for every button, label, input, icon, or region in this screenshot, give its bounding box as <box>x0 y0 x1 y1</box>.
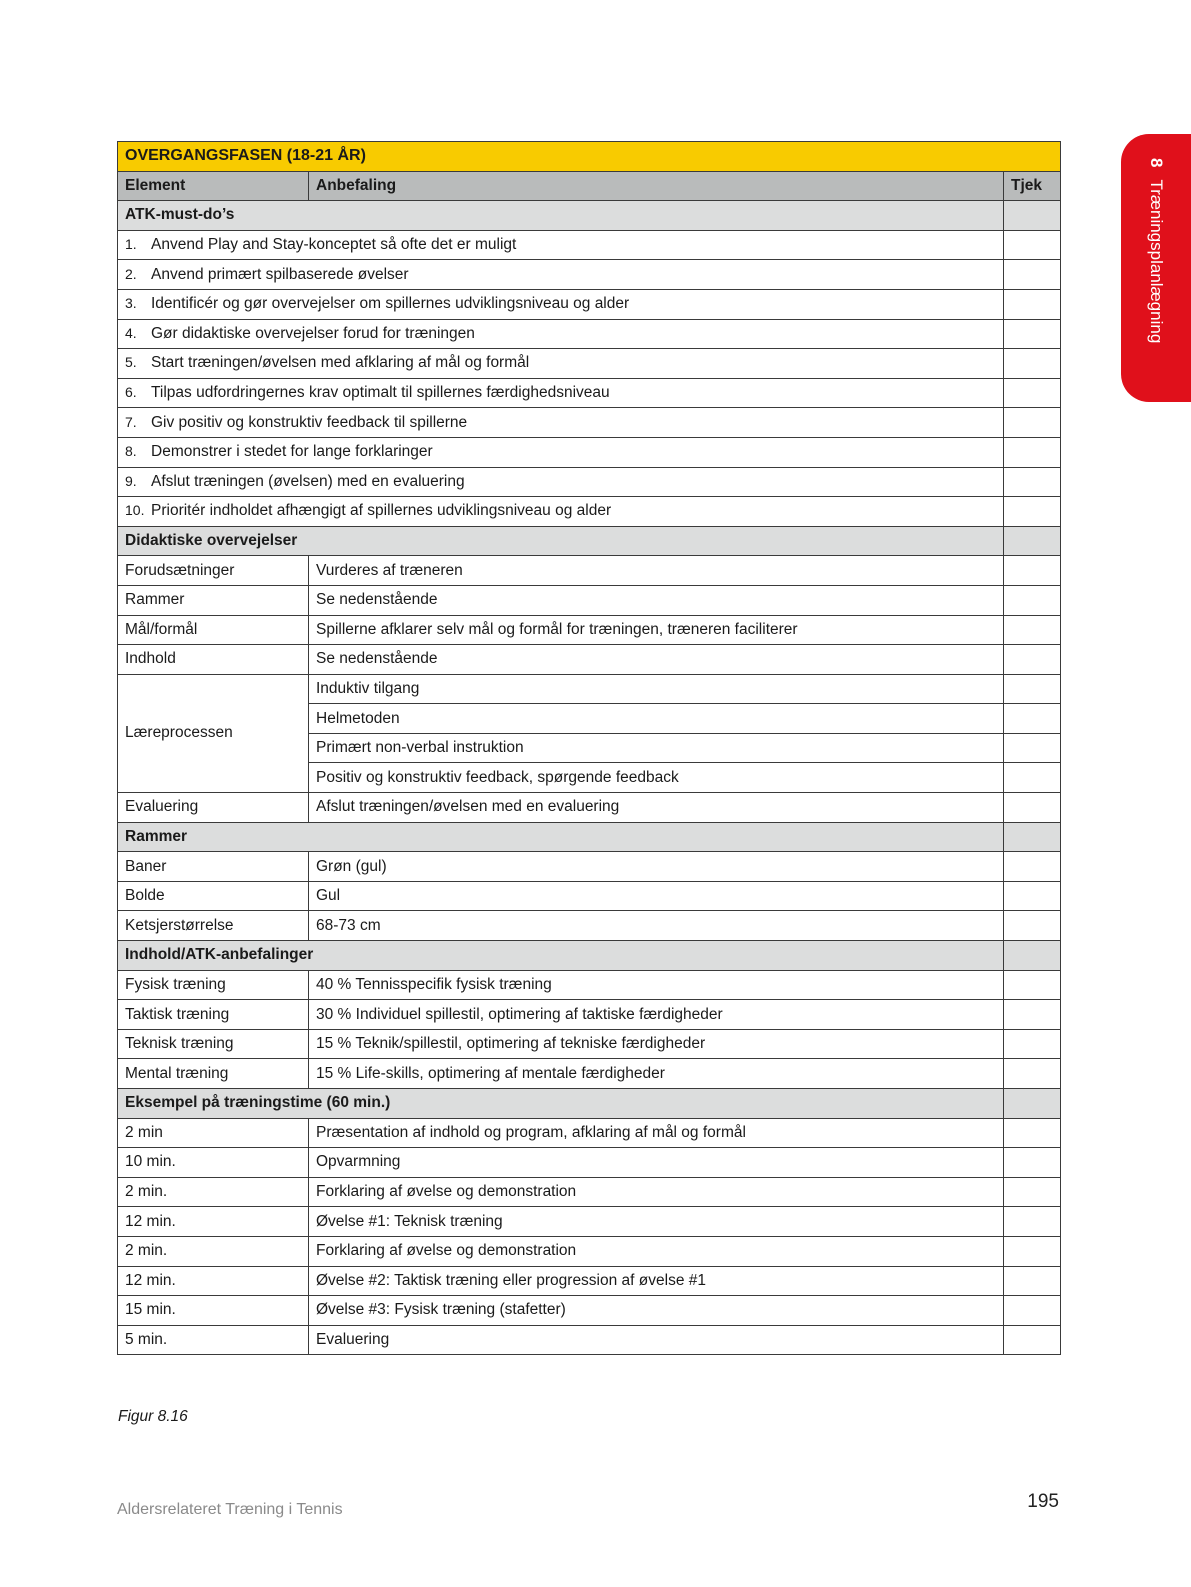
book-title: Aldersrelateret Træning i Tennis <box>117 1501 343 1518</box>
frames-rows <box>118 852 1061 941</box>
check-cell[interactable] <box>1004 260 1061 290</box>
check-cell[interactable] <box>1004 230 1061 260</box>
row-value: 15 % Life-skills, optimering af mentale færdigheder <box>309 1059 1004 1089</box>
section-header-didactic <box>118 526 1061 556</box>
item-number: 10. <box>125 502 145 519</box>
check-cell[interactable] <box>1004 645 1061 675</box>
list-item <box>118 437 1061 467</box>
must-do-item <box>118 230 1004 260</box>
row-element: 2 min. <box>118 1236 309 1266</box>
section-header-content <box>118 941 1061 971</box>
list-item <box>118 497 1061 527</box>
row-element: Ketsjerstørrelse <box>118 911 309 941</box>
check-cell[interactable] <box>1004 1118 1061 1148</box>
example-rows <box>118 1118 1061 1355</box>
didactic-rows <box>118 556 1061 674</box>
row-value: Vurderes af træneren <box>309 556 1004 586</box>
must-do-item <box>118 437 1004 467</box>
table-row <box>118 1266 1061 1296</box>
row-element: 12 min. <box>118 1266 309 1296</box>
must-do-item <box>118 467 1004 497</box>
learning-process <box>118 674 1061 852</box>
content-rows <box>118 970 1061 1088</box>
check-cell[interactable] <box>1004 852 1061 882</box>
item-number: 7. <box>125 413 137 430</box>
table-row <box>118 1207 1061 1237</box>
row-value: Opvarmning <box>309 1148 1004 1178</box>
check-cell[interactable] <box>1004 704 1061 734</box>
item-number: 9. <box>125 472 137 489</box>
row-element: Forudsætninger <box>118 556 309 586</box>
title-row <box>118 142 1061 172</box>
row-value: Evaluering <box>309 1325 1004 1355</box>
table-row <box>118 793 1061 823</box>
section-header-must-dos <box>118 201 1061 231</box>
row-element: Baner <box>118 852 309 882</box>
check-cell[interactable] <box>1004 615 1061 645</box>
check-cell[interactable] <box>1004 1236 1061 1266</box>
example-section <box>118 1089 1061 1119</box>
section-title: Rammer <box>118 822 1004 852</box>
row-value: 40 % Tennisspecifik fysisk træning <box>309 970 1004 1000</box>
must-dos-list <box>118 230 1061 526</box>
learning-value: Helmetoden <box>309 704 1004 734</box>
item-number: 3. <box>125 295 137 312</box>
list-item <box>118 467 1061 497</box>
section-header-frames <box>118 822 1061 852</box>
row-value: Øvelse #2: Taktisk træning eller progression af øvelse #1 <box>309 1266 1004 1296</box>
table-title: OVERGANGSFASEN (18-21 ÅR) <box>118 142 1061 172</box>
row-element: 5 min. <box>118 1325 309 1355</box>
table-row <box>118 1148 1061 1178</box>
row-value: Se nedenstående <box>309 645 1004 675</box>
item-number: 6. <box>125 384 137 401</box>
check-cell[interactable] <box>1004 1207 1061 1237</box>
row-element: Mental træning <box>118 1059 309 1089</box>
header-row <box>118 171 1061 201</box>
row-value: 15 % Teknik/spillestil, optimering af tekniske færdigheder <box>309 1029 1004 1059</box>
chapter-tab <box>1121 134 1191 402</box>
check-cell <box>1004 526 1061 556</box>
row-element: Teknisk træning <box>118 1029 309 1059</box>
table-row <box>118 556 1061 586</box>
learning-value: Primært non-verbal instruktion <box>309 733 1004 763</box>
row-element: Evaluering <box>118 793 309 823</box>
list-item <box>118 408 1061 438</box>
row-value: Forklaring af øvelse og demonstration <box>309 1177 1004 1207</box>
check-cell[interactable] <box>1004 881 1061 911</box>
must-do-item <box>118 260 1004 290</box>
must-do-item <box>118 497 1004 527</box>
check-cell[interactable] <box>1004 1059 1061 1089</box>
check-cell[interactable] <box>1004 1266 1061 1296</box>
item-text: Giv positiv og konstruktiv feedback til spillerne <box>151 413 468 431</box>
row-value: 30 % Individuel spillestil, optimering af taktiske færdigheder <box>309 1000 1004 1030</box>
table-row <box>118 1236 1061 1266</box>
table-row <box>118 970 1061 1000</box>
row-value: Præsentation af indhold og program, afklaring af mål og formål <box>309 1118 1004 1148</box>
must-do-item <box>118 289 1004 319</box>
table-row <box>118 1325 1061 1355</box>
table-row <box>118 645 1061 675</box>
must-do-item <box>118 319 1004 349</box>
chapter-number: 8 <box>1147 158 1166 168</box>
item-text: Tilpas udfordringernes krav optimalt til spillernes færdighedsniveau <box>151 384 610 402</box>
check-cell[interactable] <box>1004 793 1061 823</box>
section-title: Indhold/ATK-anbefalinger <box>118 941 1004 971</box>
row-value: Spillerne afklarer selv mål og formål for træningen, træneren faciliterer <box>309 615 1004 645</box>
row-value: Øvelse #3: Fysisk træning (stafetter) <box>309 1296 1004 1326</box>
check-cell <box>1004 201 1061 231</box>
check-cell[interactable] <box>1004 970 1061 1000</box>
must-do-item <box>118 408 1004 438</box>
row-element: 10 min. <box>118 1148 309 1178</box>
list-item <box>118 378 1061 408</box>
didactic-section <box>118 526 1061 556</box>
header-recommendation: Anbefaling <box>309 171 1004 201</box>
check-cell[interactable] <box>1004 1325 1061 1355</box>
check-cell[interactable] <box>1004 319 1061 349</box>
row-element: 15 min. <box>118 1296 309 1326</box>
check-cell[interactable] <box>1004 467 1061 497</box>
table-row <box>118 1296 1061 1326</box>
item-number: 8. <box>125 443 137 460</box>
check-cell[interactable] <box>1004 1296 1061 1326</box>
row-value: Forklaring af øvelse og demonstration <box>309 1236 1004 1266</box>
check-cell[interactable] <box>1004 408 1061 438</box>
table-row <box>118 1029 1061 1059</box>
row-element: 12 min. <box>118 1207 309 1237</box>
check-cell <box>1004 941 1061 971</box>
list-item <box>118 230 1061 260</box>
learning-value: Positiv og konstruktiv feedback, spørgende feedback <box>309 763 1004 793</box>
list-item <box>118 349 1061 379</box>
learning-value: Induktiv tilgang <box>309 674 1004 704</box>
row-value: Grøn (gul) <box>309 852 1004 882</box>
table-row <box>118 1177 1061 1207</box>
training-plan-table <box>117 141 1061 1355</box>
check-cell[interactable] <box>1004 1177 1061 1207</box>
item-text: Identificér og gør overvejelser om spillernes udviklingsniveau og alder <box>151 295 630 313</box>
check-cell[interactable] <box>1004 674 1061 704</box>
row-value: Afslut træningen/øvelsen med en evaluering <box>309 793 1004 823</box>
list-item <box>118 319 1061 349</box>
must-do-item <box>118 378 1004 408</box>
check-cell[interactable] <box>1004 289 1061 319</box>
table-row <box>118 1059 1061 1089</box>
section-title: Didaktiske overvejelser <box>118 526 1004 556</box>
row-element: 2 min. <box>118 1177 309 1207</box>
figure-caption: Figur 8.16 <box>118 1408 188 1425</box>
check-cell[interactable] <box>1004 378 1061 408</box>
table-row <box>118 881 1061 911</box>
table-row <box>118 1000 1061 1030</box>
table-row <box>118 674 1061 704</box>
row-value: Øvelse #1: Teknisk træning <box>309 1207 1004 1237</box>
row-value: 68-73 cm <box>309 911 1004 941</box>
check-cell[interactable] <box>1004 437 1061 467</box>
page-number: 195 <box>1027 1491 1059 1512</box>
item-text: Anvend primært spilbaserede øvelser <box>151 265 409 283</box>
table-row <box>118 585 1061 615</box>
row-element: Fysisk træning <box>118 970 309 1000</box>
table-body <box>118 142 1061 231</box>
check-cell[interactable] <box>1004 733 1061 763</box>
row-element: 2 min <box>118 1118 309 1148</box>
check-cell[interactable] <box>1004 1000 1061 1030</box>
item-number: 2. <box>125 265 137 282</box>
item-text: Afslut træningen (øvelsen) med en evaluering <box>151 472 465 490</box>
row-element: Indhold <box>118 645 309 675</box>
content-section <box>118 941 1061 971</box>
check-cell[interactable] <box>1004 763 1061 793</box>
row-value: Se nedenstående <box>309 585 1004 615</box>
item-number: 1. <box>125 236 137 253</box>
table-row <box>118 852 1061 882</box>
header-element: Element <box>118 171 309 201</box>
table-row <box>118 911 1061 941</box>
table-row <box>118 1118 1061 1148</box>
item-number: 5. <box>125 354 137 371</box>
check-cell <box>1004 1089 1061 1119</box>
check-cell <box>1004 822 1061 852</box>
item-text: Anvend Play and Stay-konceptet så ofte det er muligt <box>151 236 517 254</box>
check-cell[interactable] <box>1004 349 1061 379</box>
check-cell[interactable] <box>1004 1148 1061 1178</box>
list-item <box>118 260 1061 290</box>
header-check: Tjek <box>1004 171 1061 201</box>
section-title: ATK-must-do’s <box>118 201 1004 231</box>
check-cell[interactable] <box>1004 556 1061 586</box>
check-cell[interactable] <box>1004 911 1061 941</box>
item-number: 4. <box>125 324 137 341</box>
item-text: Prioritér indholdet afhængigt af spillernes udviklingsniveau og alder <box>151 502 612 520</box>
must-do-item <box>118 349 1004 379</box>
section-header-example <box>118 1089 1061 1119</box>
item-text: Demonstrer i stedet for lange forklaringer <box>151 443 433 461</box>
item-text: Gør didaktiske overvejelser forud for træningen <box>151 324 475 342</box>
check-cell[interactable] <box>1004 497 1061 527</box>
item-text: Start træningen/øvelsen med afklaring af mål og formål <box>151 354 530 372</box>
chapter-label: Træningsplanlægning <box>1147 179 1166 344</box>
row-element: Taktisk træning <box>118 1000 309 1030</box>
check-cell[interactable] <box>1004 1029 1061 1059</box>
check-cell[interactable] <box>1004 585 1061 615</box>
row-element: Rammer <box>118 585 309 615</box>
row-element: Bolde <box>118 881 309 911</box>
learning-process-label: Læreprocessen <box>118 674 309 792</box>
row-element: Mål/formål <box>118 615 309 645</box>
row-value: Gul <box>309 881 1004 911</box>
table-row <box>118 615 1061 645</box>
section-title: Eksempel på træningstime (60 min.) <box>118 1089 1004 1119</box>
list-item <box>118 289 1061 319</box>
